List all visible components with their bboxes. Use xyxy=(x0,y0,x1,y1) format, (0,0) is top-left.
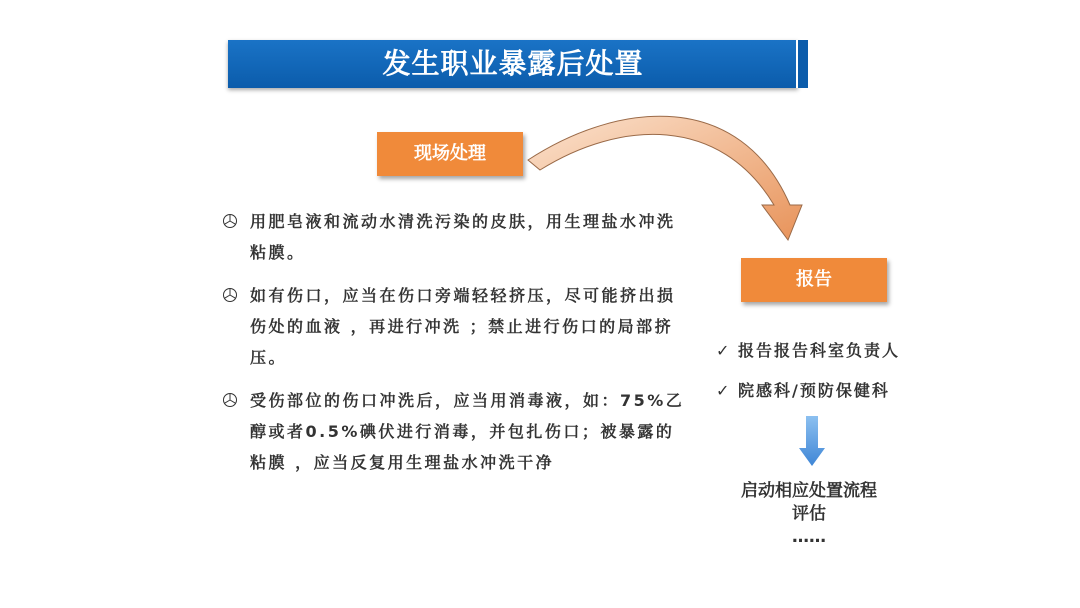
checkmark-icon: ✓ xyxy=(716,381,732,400)
process-text xyxy=(714,480,904,549)
process-ellipsis: …… xyxy=(792,527,826,547)
list-item xyxy=(222,385,692,478)
process-line-1: 启动相应处置流程 xyxy=(741,481,877,501)
checkmark-icon: ✓ xyxy=(716,341,732,360)
process-line-2: 评估 xyxy=(792,504,826,524)
check-text: 报告报告科室负责人 xyxy=(738,341,901,360)
bullet-list xyxy=(222,206,692,490)
onsite-treatment-tag: 现场处理 xyxy=(377,132,523,176)
check-text: 院感科/预防保健科 xyxy=(738,381,890,400)
list-item xyxy=(222,206,692,268)
list-item xyxy=(716,331,900,371)
title-banner-edge xyxy=(796,40,808,88)
list-item xyxy=(716,371,900,411)
page-title: 发生职业暴露后处置 xyxy=(382,47,644,80)
mercedes-star-icon xyxy=(222,287,238,303)
bullet-text: 受伤部位的伤口冲洗后，应当用消毒液，如：75%乙醇或者0.5%碘伏进行消毒，并包扎伤口；被暴露的粘膜 ，应当反复用生理盐水冲洗干净 xyxy=(250,391,685,472)
down-arrow-icon xyxy=(799,416,825,466)
mercedes-star-icon xyxy=(222,213,238,229)
mercedes-star-icon xyxy=(222,392,238,408)
report-checklist xyxy=(716,331,900,411)
list-item xyxy=(222,280,692,373)
bullet-text: 如有伤口，应当在伤口旁端轻轻挤压，尽可能挤出损伤处的血液 ，再进行冲洗 ；禁止进行伤口的局部挤压。 xyxy=(250,286,676,367)
bullet-text: 用肥皂液和流动水清洗污染的皮肤，用生理盐水冲洗粘膜。 xyxy=(250,212,676,262)
title-banner xyxy=(228,40,798,88)
report-tag: 报告 xyxy=(741,258,887,302)
